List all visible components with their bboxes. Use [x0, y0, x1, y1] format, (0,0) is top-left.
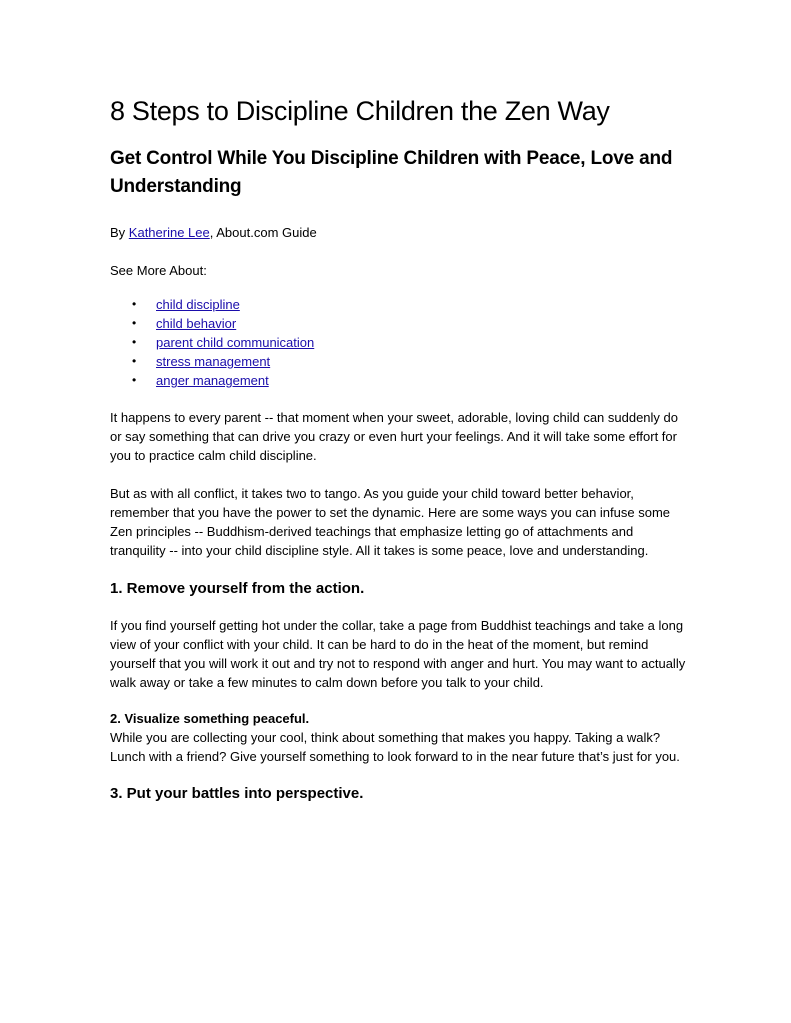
- see-more-label: See More About:: [110, 263, 207, 278]
- bullet-icon: •: [132, 335, 137, 349]
- article-title: 8 Steps to Discipline Children the Zen Way: [110, 96, 610, 126]
- topic-list: [110, 295, 691, 390]
- step-1-heading: 1. Remove yourself from the action.: [110, 580, 365, 597]
- step-3-heading: 3. Put your battles into perspective.: [110, 785, 364, 802]
- topic-link-stress-management[interactable]: stress management: [156, 354, 271, 369]
- byline-prefix: By: [110, 225, 129, 240]
- topic-link-parent-child-communication[interactable]: parent child communication: [156, 335, 315, 350]
- step-2-heading: 2. Visualize something peaceful.: [110, 711, 310, 726]
- intro-paragraph-1: It happens to every parent -- that moment when your sweet, adorable, loving child can suddenly do or say something that can drive you crazy or even hurt your feelings. And it will take some effort for you to practice calm child discipline.: [110, 410, 678, 463]
- byline-suffix: , About.com Guide: [209, 225, 317, 240]
- list-item: [132, 371, 691, 390]
- article-subtitle: Get Control While You Discipline Children with Peace, Love and Understanding: [110, 148, 673, 197]
- step-2-body: While you are collecting your cool, think about something that makes you happy. Taking a walk? Lunch with a friend? Give yourself something to look forward to in the near future that’s just for you.: [110, 730, 680, 764]
- intro-paragraph-2: But as with all conflict, it takes two to tango. As you guide your child toward better behavior, remember that you have the power to set the dynamic. Here are some ways you can infuse some Zen principles -- Buddhism-derived teachings that emphasize letting go of attachments and tranquility -- into your child discipline style. All it takes is some peace, love and understanding.: [110, 486, 670, 558]
- list-item: [132, 333, 691, 352]
- bullet-icon: •: [132, 297, 137, 311]
- topic-link-child-behavior[interactable]: child behavior: [156, 316, 237, 331]
- bullet-icon: •: [132, 373, 137, 387]
- list-item: [132, 352, 691, 371]
- bullet-icon: •: [132, 316, 137, 330]
- bullet-icon: •: [132, 354, 137, 368]
- topic-link-anger-management[interactable]: anger management: [156, 373, 269, 388]
- topic-link-child-discipline[interactable]: child discipline: [156, 297, 240, 312]
- author-link[interactable]: Katherine Lee: [128, 225, 210, 240]
- list-item: [132, 314, 691, 333]
- byline: [110, 223, 691, 242]
- step-1-body: If you find yourself getting hot under the collar, take a page from Buddhist teachings and take a long view of your conflict with your child. It can be hard to do in the heat of the moment, but remind yourself that you will work it out and try not to respond with anger and hurt. You may want to actually walk away or take a few minutes to calm down before you talk to your child.: [110, 618, 686, 690]
- list-item: [132, 295, 691, 314]
